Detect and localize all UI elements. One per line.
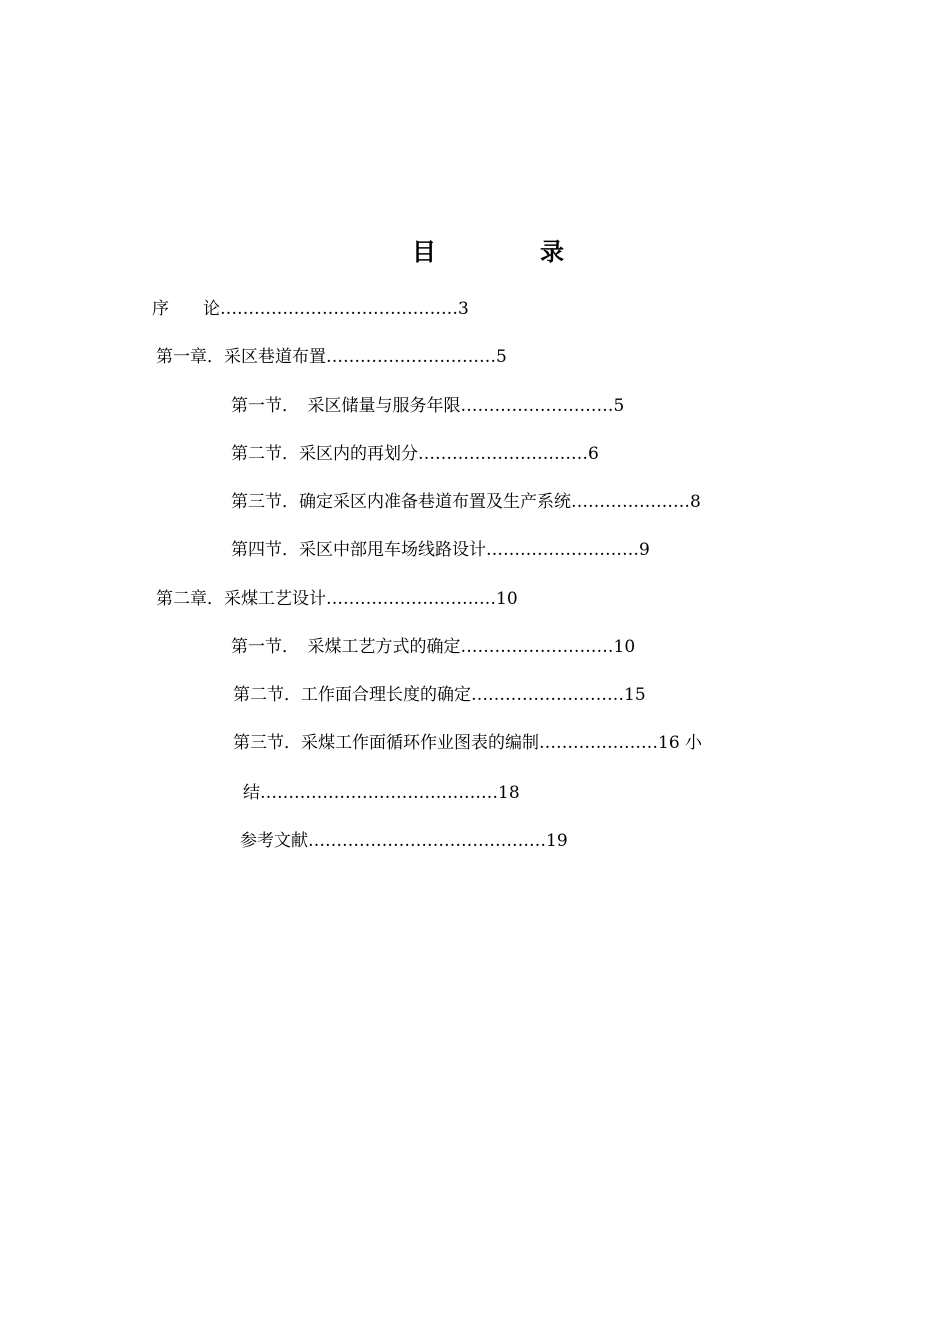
title-char-2: 录 bbox=[540, 237, 564, 266]
title-char-1: 目 bbox=[412, 237, 436, 266]
toc-preface[interactable]: 序 论……………………………………3 bbox=[152, 299, 469, 319]
toc-chapter-1-section-3[interactable]: 第三节．确定采区内准备巷道布置及生产系统…………………8 bbox=[231, 492, 701, 512]
toc-chapter-2-section-3[interactable]: 第三节．采煤工作面循环作业图表的编制…………………16 小 bbox=[233, 733, 703, 753]
toc-references[interactable]: 参考文献……………………………………19 bbox=[240, 831, 568, 851]
page-title bbox=[0, 232, 950, 268]
toc-chapter-1-section-4[interactable]: 第四节．采区中部甩车场线路设计………………………9 bbox=[231, 540, 650, 560]
toc-chapter-2-section-1[interactable]: 第一节． 采煤工艺方式的确定………………………10 bbox=[231, 637, 636, 657]
toc-chapter-2[interactable]: 第二章．采煤工艺设计…………………………10 bbox=[156, 589, 518, 609]
toc-chapter-1-section-1[interactable]: 第一节． 采区储量与服务年限………………………5 bbox=[231, 396, 625, 416]
toc-chapter-1[interactable]: 第一章．采区巷道布置…………………………5 bbox=[156, 347, 507, 367]
toc-chapter-2-section-2[interactable]: 第二节．工作面合理长度的确定………………………15 bbox=[233, 685, 646, 705]
toc-summary[interactable]: 结……………………………………18 bbox=[243, 783, 520, 803]
toc-chapter-1-section-2[interactable]: 第二节．采区内的再划分…………………………6 bbox=[231, 444, 599, 464]
